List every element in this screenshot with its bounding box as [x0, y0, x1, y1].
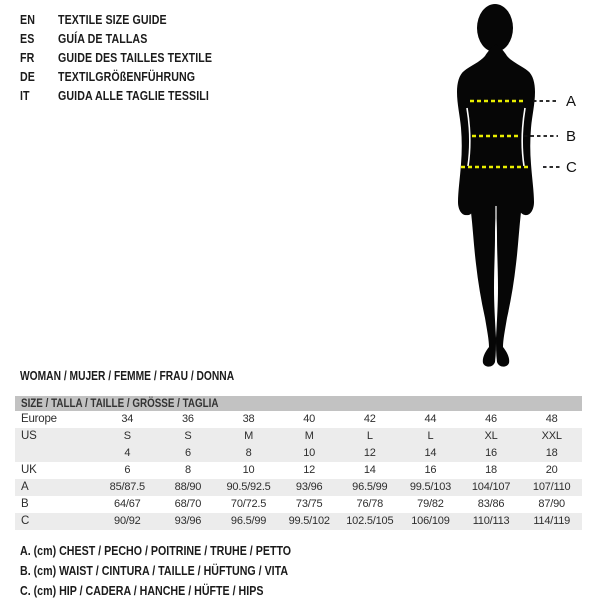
size-value-cell: XXL: [541, 430, 562, 442]
table-row: [15, 479, 582, 496]
size-value-cell: 34: [121, 413, 134, 425]
silhouette-body: [457, 44, 535, 367]
language-title: TEXTILE SIZE GUIDE: [58, 12, 167, 27]
size-value-cell: 64/67: [114, 498, 141, 510]
table-row: [15, 428, 582, 445]
language-code: FR: [20, 50, 35, 65]
size-value-cell: 87/90: [538, 498, 565, 510]
language-row: [20, 29, 246, 48]
size-value-cell: 6: [184, 447, 191, 459]
legend-waist-text: B. (cm) WAIST / CINTURA / TAILLE / HÜFTUNG / VITA: [20, 563, 289, 578]
size-value-cell: 6: [124, 464, 131, 476]
size-value-cell: 70/72.5: [230, 498, 267, 510]
language-title: GUIDE DES TAILLES TEXTILE: [58, 50, 213, 65]
language-code: IT: [20, 88, 30, 103]
legend-hip-text: C. (cm) HIP / CADERA / HANCHE / HÜFTE / HIPS: [20, 583, 264, 598]
size-value-cell: 48: [545, 413, 558, 425]
legend-chest-text: A. (cm) CHEST / PECHO / POITRINE / TRUHE / PETTO: [20, 543, 292, 558]
language-title: GUIDA ALLE TAGLIE TESSILI: [58, 88, 209, 103]
language-row: [20, 86, 246, 105]
language-row: [20, 48, 246, 67]
size-value-cell: 20: [545, 464, 558, 476]
size-value-cell: 68/70: [174, 498, 202, 510]
size-value-cell: 102.5/105: [346, 515, 394, 527]
size-value-cell: 14: [424, 447, 437, 459]
size-value-cell: M: [244, 430, 254, 442]
size-value-cell: 83/86: [477, 498, 505, 510]
size-value-cell: 88/90: [174, 481, 202, 493]
size-value-cell: 46: [485, 413, 497, 425]
table-row: [15, 496, 582, 513]
size-value-cell: 90.5/92.5: [226, 481, 271, 493]
table-row: [15, 445, 582, 462]
legend-line-hip: [20, 581, 351, 601]
size-value-cell: 42: [363, 413, 376, 425]
size-value-cell: 106/109: [411, 515, 450, 527]
size-value-cell: 110/113: [472, 515, 510, 527]
language-title: GUÍA DE TALLAS: [58, 31, 148, 46]
size-table: [15, 396, 582, 530]
group-heading: [20, 369, 281, 383]
group-heading-text: WOMAN / MUJER / FEMME / FRAU / DONNA: [20, 369, 235, 383]
language-code: DE: [20, 69, 35, 84]
measurement-legend: [20, 541, 351, 601]
size-value-cell: 114/119: [533, 515, 571, 527]
size-value-cell: 36: [182, 413, 194, 425]
language-code: EN: [20, 12, 35, 27]
row-label: Europe: [21, 413, 57, 425]
row-label: C: [21, 515, 30, 527]
row-label: A: [21, 481, 29, 493]
size-value-cell: 85/87.5: [109, 481, 145, 493]
size-value-cell: 76/78: [356, 498, 384, 510]
size-value-cell: 79/82: [417, 498, 444, 510]
size-value-cell: 14: [363, 464, 376, 476]
size-value-cell: 4: [124, 447, 131, 459]
size-value-cell: S: [184, 430, 192, 442]
language-code: ES: [20, 31, 35, 46]
language-row: [20, 67, 246, 86]
size-value-cell: 107/110: [532, 481, 571, 493]
table-row: [15, 462, 582, 479]
size-table-header: [15, 396, 582, 411]
size-value-cell: 16: [485, 447, 497, 459]
size-value-cell: 18: [545, 447, 558, 459]
size-value-cell: 10: [303, 447, 316, 459]
size-value-cell: 96.5/99: [352, 481, 388, 493]
size-value-cell: 99.5/103: [409, 481, 452, 493]
body-measurement-diagram: [430, 0, 600, 375]
table-row: [15, 513, 582, 530]
row-label: B: [21, 498, 29, 510]
size-value-cell: 104/107: [471, 481, 511, 493]
language-title: TEXTILGRÖßENFÜHRUNG: [58, 69, 196, 84]
row-label: [15, 445, 97, 462]
size-value-cell: XL: [484, 430, 498, 442]
size-value-cell: 18: [485, 464, 497, 476]
measure-label-b: B: [566, 128, 577, 145]
size-value-cell: 40: [303, 413, 316, 425]
size-value-cell: 93/96: [295, 481, 323, 493]
size-value-cell: S: [123, 430, 131, 442]
measure-label-a: A: [566, 93, 577, 110]
row-label: UK: [21, 464, 37, 476]
size-value-cell: 8: [184, 464, 191, 476]
size-value-cell: M: [304, 430, 314, 442]
legend-line-waist: [20, 561, 351, 581]
woman-silhouette-icon: [430, 0, 600, 375]
size-value-cell: 12: [363, 447, 376, 459]
size-table-body: [15, 411, 582, 530]
size-value-cell: 8: [245, 447, 252, 459]
size-value-cell: 96.5/99: [230, 515, 267, 527]
size-value-cell: 12: [303, 464, 316, 476]
size-table-header-text: SIZE / TALLA / TAILLE / GRÖSSE / TAGLIA: [21, 396, 219, 410]
row-label: US: [21, 430, 37, 442]
language-list: [20, 10, 246, 105]
size-value-cell: L: [427, 430, 434, 442]
size-value-cell: 10: [242, 464, 255, 476]
language-row: [20, 10, 246, 29]
size-value-cell: 93/96: [174, 515, 202, 527]
size-value-cell: 90/92: [114, 515, 141, 527]
table-row: [15, 411, 582, 428]
legend-line-chest: [20, 541, 351, 561]
size-value-cell: 38: [242, 413, 255, 425]
size-value-cell: 16: [424, 464, 437, 476]
size-value-cell: L: [366, 430, 373, 442]
size-value-cell: 99.5/102: [288, 515, 330, 527]
size-value-cell: 44: [424, 413, 437, 425]
measure-label-c: C: [566, 159, 577, 176]
size-value-cell: 73/75: [295, 498, 323, 510]
